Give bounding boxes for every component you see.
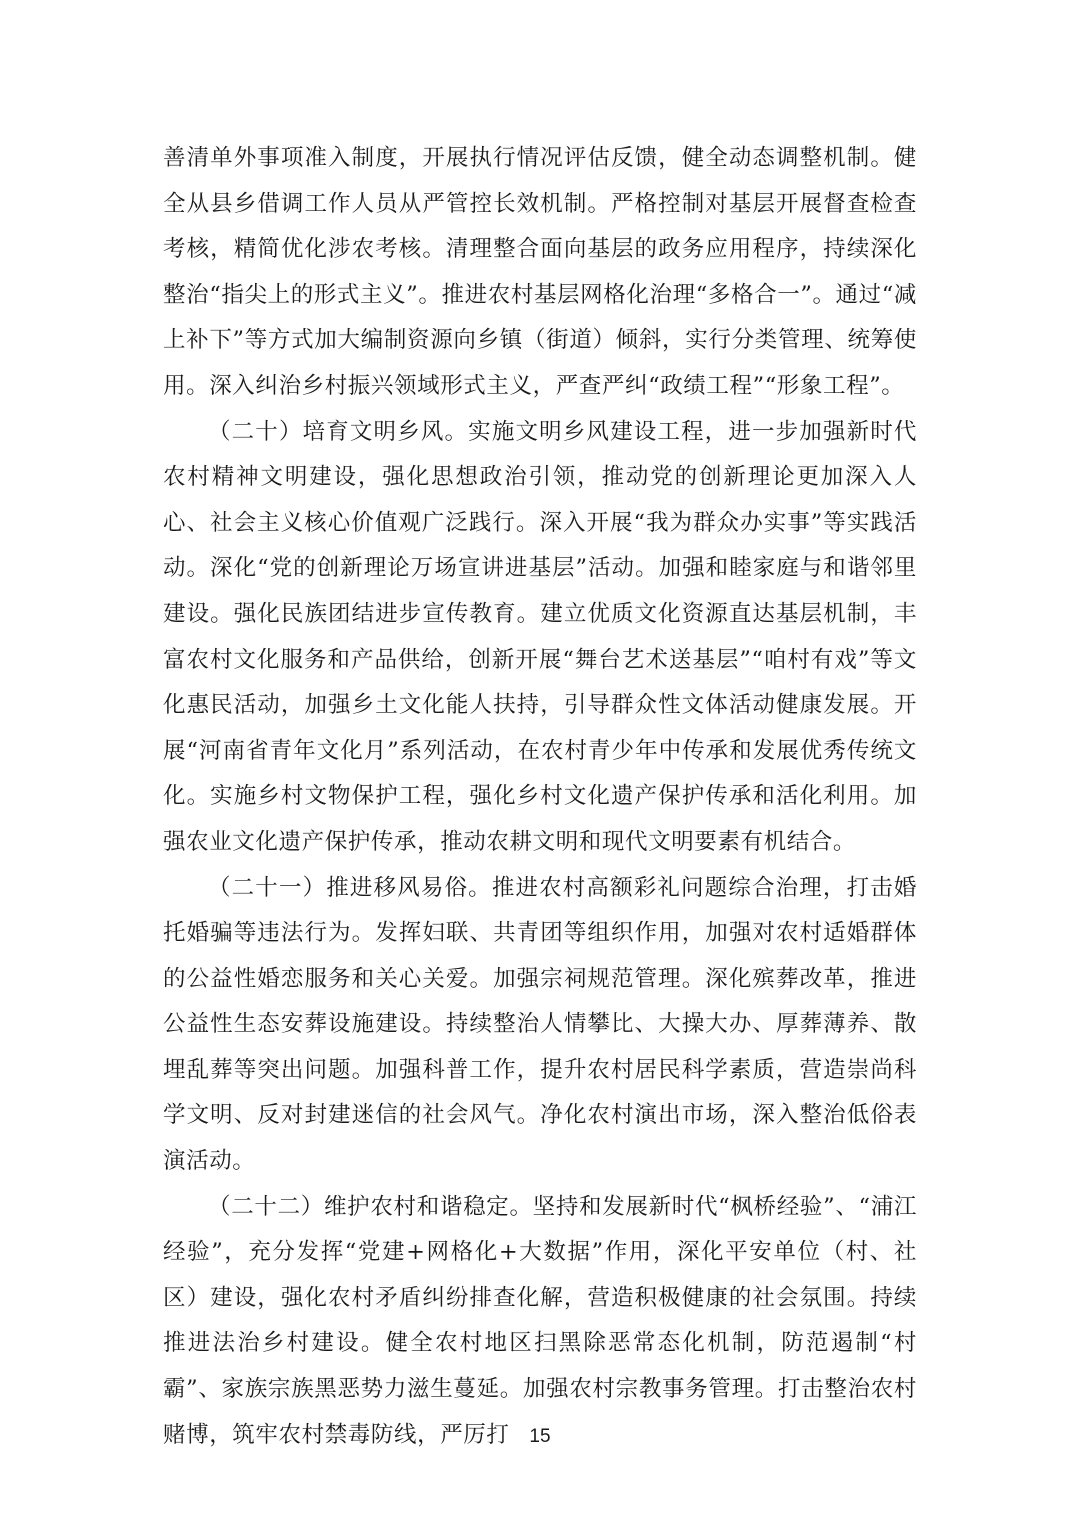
body-text xyxy=(163,136,917,1458)
paragraph-section-21: （二十一）推进移风易俗。推进农村高额彩礼问题综合治理，打击婚托婚骗等违法行为。发挥妇联、共青团等组织作用，加强对农村适婚群体的公益性婚恋服务和关心关爱。加强宗祠规范管理。深化殡葬改革，推进公益性生态安葬设施建设。持续整治人情攀比、大操大办、厚葬薄养、散埋乱葬等突出问题。加强科普工作，提升农村居民科学素质，营造崇尚科学文明、反对封建迷信的社会风气。净化农村演出市场，深入整治低俗表演活动。 xyxy=(163,874,917,1175)
paragraph-section-22: （二十二）维护农村和谐稳定。坚持和发展新时代“枫桥经验”、“浦江经验”，充分发挥“党建+网格化+大数据”作用，深化平安单位（村、社区）建设，强化农村矛盾纠纷排查化解，营造积极健康的社会氛围。持续推进法治乡村建设。健全农村地区扫黑除恶常态化机制，防范遏制“村霸”、家族宗族黑恶势力滋生蔓延。加强农村宗教事务管理。打击整治农村赌博，筑牢农村禁毒防线，严厉打 xyxy=(163,1193,917,1448)
paragraph-continuation: 善清单外事项准入制度，开展执行情况评估反馈，健全动态调整机制。健全从县乡借调工作人员从严管控长效机制。严格控制对基层开展督查检查考核，精简优化涉农考核。清理整合面向基层的政务应用程序，持续深化整治“指尖上的形式主义”。推进农村基层网格化治理“多格合一”。通过“减上补下”等方式加大编制资源向乡镇（街道）倾斜，实行分类管理、统筹使用。深入纠治乡村振兴领域形式主义，严查严纠“政绩工程”“形象工程”。 xyxy=(163,145,917,399)
page-number: 15 xyxy=(529,1426,551,1447)
paragraph-section-20: （二十）培育文明乡风。实施文明乡风建设工程，进一步加强新时代农村精神文明建设，强化思想政治引领，推动党的创新理论更加深入人心、社会主义核心价值观广泛践行。深入开展“我为群众办实事”等实践活动。深化“党的创新理论万场宣讲进基层”活动。加强和睦家庭与和谐邻里建设。强化民族团结进步宣传教育。建立优质文化资源直达基层机制，丰富农村文化服务和产品供给，创新开展“舞台艺术送基层”“咱村有戏”等文化惠民活动，加强乡土文化能人扶持，引导群众性文体活动健康发展。开展“河南省青年文化月”系列活动，在农村青少年中传承和发展优秀传统文化。实施乡村文物保护工程，强化乡村文化遗产保护传承和活化利用。加强农业文化遗产保护传承，推动农耕文明和现代文明要素有机结合。 xyxy=(163,418,917,855)
